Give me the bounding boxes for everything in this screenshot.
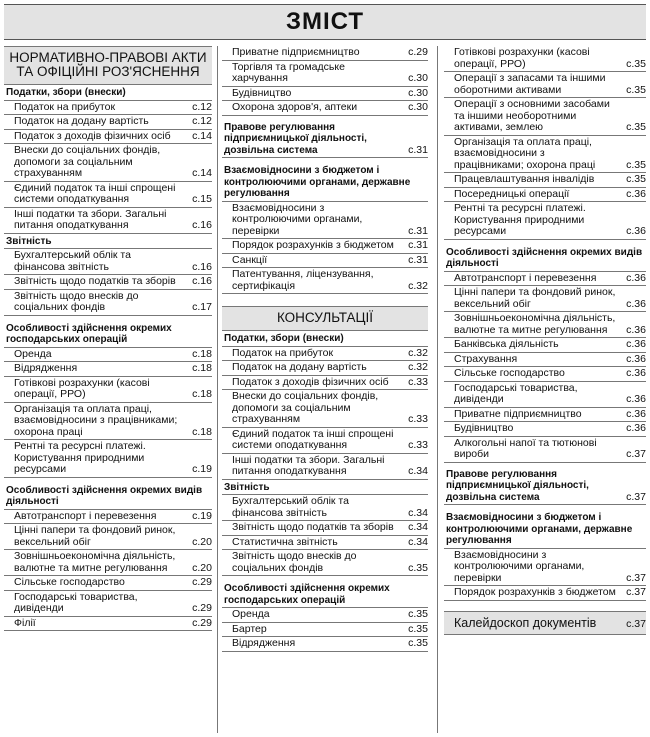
toc-entry[interactable] (222, 202, 428, 240)
heading-budget-relations: Взаємовідносини з бюджетом і контролюючими органами, державне регулювання (444, 510, 646, 549)
entry-text: Страхування (454, 352, 518, 365)
toc-entry[interactable] (444, 202, 646, 240)
column-divider (217, 46, 218, 733)
column-divider (437, 46, 438, 733)
toc-entry[interactable] (222, 637, 428, 652)
toc-entry[interactable] (222, 254, 428, 269)
toc-entry[interactable] (222, 268, 428, 294)
entry-text: Будівництво (454, 422, 514, 434)
page-number: с.35 (408, 608, 428, 620)
entry-list (4, 101, 212, 234)
toc-column-2 (222, 46, 428, 733)
toc-entry[interactable] (4, 290, 212, 316)
toc-entry[interactable] (444, 586, 646, 601)
toc-entry[interactable] (444, 422, 646, 437)
heading-taxes: Податки, збори (внески) (222, 331, 428, 347)
toc-entry[interactable] (444, 136, 646, 174)
heading-reporting: Звітність (4, 234, 212, 250)
entry-text: Зовнішньоекономічна діяльність, валютне та митне регулювання (14, 550, 176, 574)
entry-text: Цінні папери та фондовий ринок, вексельний обіг (14, 524, 176, 548)
page-number: с.16 (192, 260, 212, 273)
page-number: с.31 (408, 224, 428, 237)
toc-entry[interactable] (4, 403, 212, 441)
toc-entry[interactable] (444, 367, 646, 382)
entry-text: Внески до соціальних фондів, допомоги за соціальним страхуванням (232, 390, 379, 425)
entry-text: Алкогольні напої та тютюнові вироби (454, 436, 597, 460)
entry-text: Податок на додану вартість (232, 361, 367, 373)
entry-text: Приватне підприємництво (232, 46, 360, 58)
page-number: с.19 (192, 509, 212, 522)
entry-text: Цінні папери та фондовий ринок, вексельний обіг (454, 286, 616, 310)
toc-column-3 (444, 46, 646, 733)
page-number: с.33 (408, 375, 428, 388)
page-number: с.37 (626, 571, 646, 584)
toc-entry[interactable] (444, 272, 646, 287)
page-number: с.14 (192, 167, 212, 179)
toc-entry[interactable] (444, 549, 646, 587)
entry-text: Автотранспорт і перевезення (14, 509, 157, 522)
page-number: с.34 (408, 506, 428, 519)
toc-entry[interactable] (4, 524, 212, 550)
toc-entry[interactable] (4, 591, 212, 617)
page-number: с.35 (408, 637, 428, 649)
toc-entry[interactable] (4, 275, 212, 290)
toc-entry[interactable] (4, 377, 212, 403)
toc-entry[interactable] (444, 382, 646, 408)
entry-text: Відрядження (232, 637, 296, 649)
entry-text: Внески до соціальних фондів, допомоги за соціальним страхуванням (14, 144, 161, 179)
page-number: с.30 (408, 101, 428, 113)
entry-text: Звітність щодо податків та зборів (232, 521, 394, 533)
page-number: с.29 (192, 616, 212, 629)
page-number: с.36 (626, 297, 646, 310)
toc-entry[interactable] (444, 286, 646, 312)
entry-text: Господарські товариства, дивіденди (454, 381, 578, 405)
toc-entry[interactable] (444, 98, 646, 136)
entry-text: Операції з основними засобами та іншими необоротними активами, землею (454, 98, 610, 133)
page-number: с.17 (192, 301, 212, 313)
toc-entry[interactable] (222, 550, 428, 576)
entry-text: Податок з доходів фізичних осіб (14, 129, 171, 142)
toc-entry[interactable] (4, 144, 212, 182)
entry-text: Єдиний податок та інші спрощені системи оподаткування (232, 427, 394, 451)
toc-entry[interactable] (222, 87, 428, 102)
page-number: с.31 (408, 143, 428, 156)
entry-text: Порядок розрахунків з бюджетом (454, 586, 616, 598)
heading-business-operations: Особливості здійснення окремих господарських операцій (4, 321, 212, 348)
page-number: с.29 (408, 46, 428, 58)
page-number: с.35 (408, 622, 428, 635)
page-number: с.35 (626, 158, 646, 171)
entry-text: Приватне підприємництво (454, 407, 582, 420)
toc-entry[interactable] (444, 408, 646, 423)
entry-text: Податок на прибуток (14, 100, 116, 113)
toc-entry-legal-regulation[interactable] (222, 121, 428, 159)
page-number: с.18 (192, 362, 212, 374)
section-header-consultations: КОНСУЛЬТАЦІЇ (222, 306, 428, 331)
toc-entry[interactable] (4, 101, 212, 116)
entry-text: Патентування, ліцензування, сертифікація (232, 268, 374, 292)
page-number: с.36 (626, 422, 646, 434)
toc-entry[interactable] (222, 347, 428, 362)
heading-taxes: Податки, збори (внески) (4, 85, 212, 101)
entry-text: Статистична звітність (232, 535, 338, 548)
page-number: с.30 (408, 72, 428, 84)
page-number: с.37 (626, 490, 646, 503)
page-number: с.34 (408, 535, 428, 548)
page-number: с.18 (192, 425, 212, 438)
toc-entry[interactable] (444, 188, 646, 203)
toc-entry[interactable] (4, 362, 212, 377)
page-number: с.20 (192, 561, 212, 574)
entry-text: Працевлаштування інвалідів (454, 173, 595, 185)
page-number: с.37 (626, 586, 646, 598)
entry-text: Автотранспорт і перевезення (454, 271, 597, 284)
entry-text: Сільське господарство (14, 576, 125, 588)
entry-text: Порядок розрахунків з бюджетом (232, 239, 394, 251)
page-number: с.36 (626, 187, 646, 200)
entry-text: Податок на додану вартість (14, 115, 149, 127)
page-number: с.29 (192, 602, 212, 614)
entry-text: Господарські товариства, дивіденди (14, 590, 138, 614)
toc-entry[interactable] (222, 536, 428, 551)
entry-list (4, 348, 212, 478)
entry-text: Бухгалтерський облік та фінансова звітність (232, 495, 349, 519)
toc-entry-legal-regulation[interactable] (444, 468, 646, 506)
toc-entry[interactable] (222, 521, 428, 536)
page-number: с.33 (408, 413, 428, 425)
page-number: с.18 (192, 347, 212, 360)
page-number: с.36 (626, 271, 646, 284)
entry-text: Організація та оплата праці, взаємовідносини з працівниками; охорона праці (14, 402, 178, 438)
page-number: с.36 (626, 393, 646, 405)
toc-entry[interactable] (222, 428, 428, 454)
page-number: с.18 (192, 388, 212, 400)
page-number: с.35 (626, 173, 646, 185)
entry-text: Зовнішньоекономічна діяльність, валютне та митне регулювання (454, 312, 616, 336)
toc-entry[interactable] (4, 115, 212, 130)
toc-entry[interactable] (4, 576, 212, 591)
page-number: с.35 (626, 121, 646, 133)
toc-entry[interactable] (4, 182, 212, 208)
toc-entry[interactable] (4, 130, 212, 145)
toc-entry[interactable] (222, 454, 428, 480)
entry-list (222, 608, 428, 652)
entry-text: Правове регулювання підприємницької діяльності, дозвільна система (446, 468, 589, 503)
entry-text: Оренда (232, 608, 270, 620)
entry-text: Взаємовідносини з контролюючими органами, перевірки (232, 201, 363, 237)
entry-text: Філії (14, 616, 36, 629)
page-number: с.16 (192, 275, 212, 287)
entry-text: Звітність щодо внесків до соціальних фондів (232, 550, 357, 574)
entry-text: Калейдоскоп документів (454, 615, 597, 630)
entry-text: Звітність щодо внесків до соціальних фондів (14, 289, 139, 313)
entry-text: Банківська діяльність (454, 338, 559, 350)
toc-column-1 (4, 46, 212, 733)
page-number: с.31 (408, 253, 428, 266)
heading-business-operations: Особливості здійснення окремих господарських операцій (222, 581, 428, 608)
entry-text: Звітність щодо податків та зборів (14, 275, 176, 287)
heading-activity-types: Особливості здійснення окремих видів діяльності (4, 483, 212, 510)
toc-entry[interactable] (222, 390, 428, 428)
heading-budget-relations: Взаємовідносини з бюджетом і контролюючими органами, державне регулювання (222, 163, 428, 202)
page-number: с.36 (626, 323, 646, 336)
toc-entry[interactable] (222, 239, 428, 254)
entry-text: Організація та оплата праці, взаємовідносини з працівниками; охорона праці (454, 135, 596, 171)
page-number: с.36 (626, 225, 646, 237)
page-number: с.14 (192, 129, 212, 142)
entry-text: Будівництво (232, 86, 292, 99)
entry-list (222, 347, 428, 480)
toc-entry[interactable] (4, 348, 212, 363)
entry-list (444, 272, 646, 463)
entry-text: Санкції (232, 253, 268, 266)
entry-list (222, 202, 428, 295)
page-number: с.35 (626, 57, 646, 70)
toc-entry[interactable] (4, 617, 212, 632)
toc-entry[interactable] (444, 46, 646, 72)
page-number: с.35 (626, 83, 646, 96)
toc-entry[interactable] (4, 208, 212, 234)
entry-text: Інші податки та збори. Загальні питання оподаткування (14, 207, 167, 231)
toc-entry[interactable] (222, 101, 428, 116)
entry-text: Готівкові розрахунки (касові операції, РРО) (14, 376, 150, 400)
page-number: с.37 (626, 617, 646, 630)
toc-entry[interactable] (222, 495, 428, 521)
page-number: с.15 (192, 193, 212, 205)
page-number: с.12 (192, 115, 212, 127)
entry-text: Відрядження (14, 362, 78, 374)
page-number: с.36 (626, 367, 646, 379)
toc-entry[interactable] (444, 437, 646, 463)
toc-entry[interactable] (222, 608, 428, 623)
entry-text: Взаємовідносини з контролюючими органами, перевірки (454, 548, 585, 584)
page-number: с.36 (626, 407, 646, 420)
toc-entry[interactable] (4, 550, 212, 576)
page-number: с.37 (626, 448, 646, 460)
entry-text: Інші податки та збори. Загальні питання оподаткування (232, 453, 385, 477)
toc-entry-document-kaleidoscope[interactable] (444, 611, 646, 635)
page-number: с.36 (626, 352, 646, 365)
page-number: с.34 (408, 465, 428, 477)
page-number: с.31 (408, 239, 428, 251)
entry-text: Торгівля та громадське харчування (232, 60, 345, 84)
entry-text: Рентні та ресурсні платежі. Користування природними ресурсами (14, 440, 146, 475)
entry-text: Податок на прибуток (232, 346, 334, 359)
title-bar (4, 4, 646, 40)
entry-text: Бартер (232, 622, 267, 635)
entry-text: Операції з запасами та іншими оборотними активами (454, 72, 606, 96)
toc-entry[interactable] (444, 312, 646, 338)
entry-text: Правове регулювання підприємницької діяльності, дозвільна система (224, 121, 367, 156)
toc-entry[interactable] (444, 173, 646, 188)
page-number: с.36 (626, 338, 646, 350)
toc-entry[interactable] (4, 440, 212, 478)
toc-entry[interactable] (222, 61, 428, 87)
entry-list (4, 249, 212, 316)
page-number: с.33 (408, 439, 428, 451)
toc-entry[interactable] (222, 361, 428, 376)
section-header-normative-acts: НОРМАТИВНО-ПРАВОВІ АКТИ ТА ОФІЦІЙНІ РОЗ'ЯСНЕННЯ (4, 46, 212, 85)
page-number: с.20 (192, 535, 212, 548)
toc-entry[interactable] (444, 72, 646, 98)
page-number: с.32 (408, 361, 428, 373)
entry-text: Сільське господарство (454, 367, 565, 379)
page-title: ЗМІСТ (285, 8, 365, 35)
toc-entry[interactable] (222, 623, 428, 638)
heading-reporting: Звітність (222, 480, 428, 496)
entry-text: Посередницькі операції (454, 187, 570, 200)
page-number: с.16 (192, 219, 212, 231)
toc-entry[interactable] (222, 46, 428, 61)
page-number: с.12 (192, 100, 212, 113)
entry-list (222, 46, 428, 116)
page-number: с.19 (192, 463, 212, 475)
toc-entry[interactable] (444, 353, 646, 368)
entry-text: Бухгалтерський облік та фінансова звітність (14, 249, 131, 273)
entry-text: Єдиний податок та інші спрощені системи оподаткування (14, 181, 176, 205)
entry-list (444, 549, 646, 601)
entry-text: Рентні та ресурсні платежі. Користування природними ресурсами (454, 202, 586, 237)
heading-activity-types: Особливості здійснення окремих видів діяльності (444, 245, 646, 272)
entry-text: Охорона здоров'я, аптеки (232, 101, 358, 113)
entry-list (4, 510, 212, 632)
toc-entry[interactable] (4, 249, 212, 275)
page-number: с.32 (408, 279, 428, 292)
toc-entry[interactable] (4, 510, 212, 525)
entry-text: Готівкові розрахунки (касові операції, РРО) (454, 46, 590, 70)
entry-text: Податок з доходів фізичних осіб (232, 375, 389, 388)
page-number: с.30 (408, 86, 428, 99)
page-number: с.34 (408, 521, 428, 533)
toc-entry[interactable] (444, 338, 646, 353)
page-number: с.32 (408, 346, 428, 359)
toc-entry[interactable] (222, 376, 428, 391)
page-number: с.29 (192, 576, 212, 588)
page-number: с.35 (408, 561, 428, 574)
entry-list (222, 495, 428, 576)
entry-text: Оренда (14, 347, 52, 360)
entry-list (444, 46, 646, 240)
